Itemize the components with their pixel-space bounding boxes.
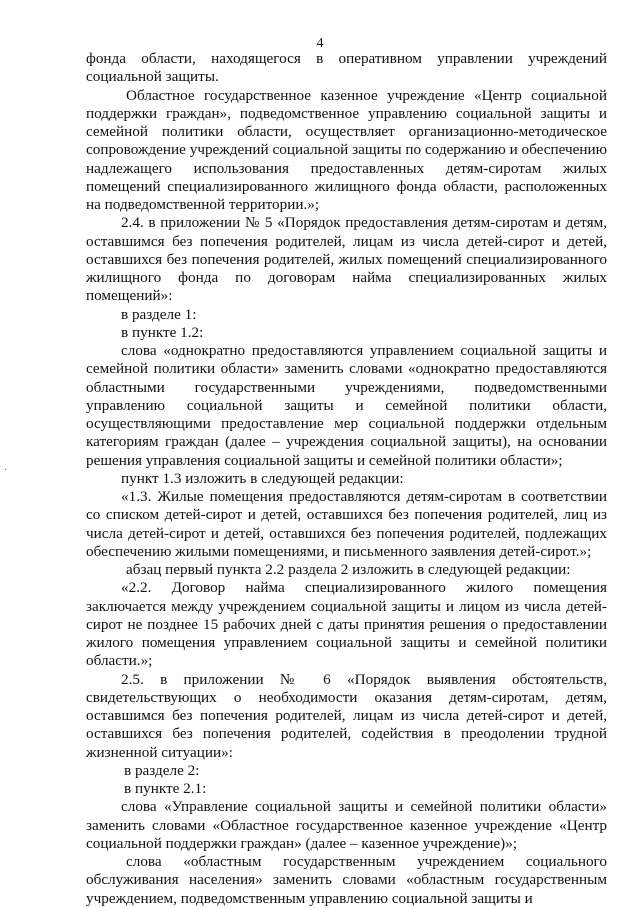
paragraph: слова «однократно предоставляются управлением социальной защиты и семейной политики области» заменить словами «однократно предоставляются областными государственными учреждениями, подведомственными управлению социальной защиты и семейной политики области, осуществляющими предоставление мер социальной поддержки отдельным категориям граждан (далее – учреждения социальной защиты), на основании решения управления социальной защиты и семейной политики области»; <box>86 342 607 469</box>
paragraph: «1.3. Жилые помещения предоставляются детям-сиротам в соответствии со списком детей-сирот и детей, оставшихся без попечения родителей, лиц из числа детей-сирот и детей, оставшихся без попечения родителей, подлежащих обеспечению жилыми помещениями, и письменного заявления детей-сирот.»; <box>86 488 607 560</box>
paragraph: в разделе 2: <box>124 761 200 779</box>
paragraph: «2.2. Договор найма специализированного жилого помещения заключается между учреждением социальной защиты и лицом из числа детей-сирот не позднее 15 рабочих дней с даты принятия решения о предоставлении жилого помещения управлением социальной защиты и семейной политики области.»; <box>86 579 607 670</box>
paragraph: 2.5. в приложении № 6 «Порядок выявления обстоятельств, свидетельствующих о необходимости оказания детям-сиротам, детям, оставшимся без попечения родителей, лицам из числа детей-сирот и детей, оставшихся без попечения родителей, содействия в преодолении трудной жизненной ситуации»: <box>86 670 607 761</box>
paragraph: в пункте 2.1: <box>124 780 207 797</box>
paragraph: в разделе 1: <box>121 305 197 323</box>
paragraph: пункт 1.3 изложить в следующей редакции: <box>121 469 404 487</box>
paragraph: в пункте 1.2: <box>121 323 204 341</box>
document-body <box>86 50 607 908</box>
paragraph: Областное государственное казенное учреждение «Центр социальной поддержки граждан», подведомственное управлению социальной защиты и семейной политики области, осуществляет организационно-методическое сопровождение учреждений социальной защиты по содержанию и обеспечению надлежащего использования предоставленных детям-сиротам жилых помещений специализированного жилищного фонда области, расположенных на подведомственной территории.»; <box>86 86 607 213</box>
paragraph: абзац первый пункта 2.2 раздела 2 изложить в следующей редакции: <box>126 561 571 578</box>
paragraph: слова «областным государственным учреждением социального обслуживания населения» заменить словами «областным государственным учреждением, подведомственным управлению социальной защиты и <box>86 853 607 907</box>
page-number: 4 <box>316 36 324 51</box>
paragraph: 2.4. в приложении № 5 «Порядок предоставления детям-сиротам и детям, оставшимся без попечения родителей, лицам из числа детей-сирот и детей, оставшихся без попечения родителей, жилых помещений специализированного жилищного фонда по договорам найма специализированных жилых помещений»: <box>86 214 607 305</box>
margin-mark: · <box>4 465 8 476</box>
paragraph: фонда области, находящегося в оперативном управлении учреждений социальной защиты. <box>86 50 607 86</box>
paragraph: слова «Управление социальной защиты и семейной политики области» заменить словами «Областное государственное казенное учреждение «Центр социальной поддержки граждан» (далее – казенное учреждение)»; <box>86 798 607 852</box>
